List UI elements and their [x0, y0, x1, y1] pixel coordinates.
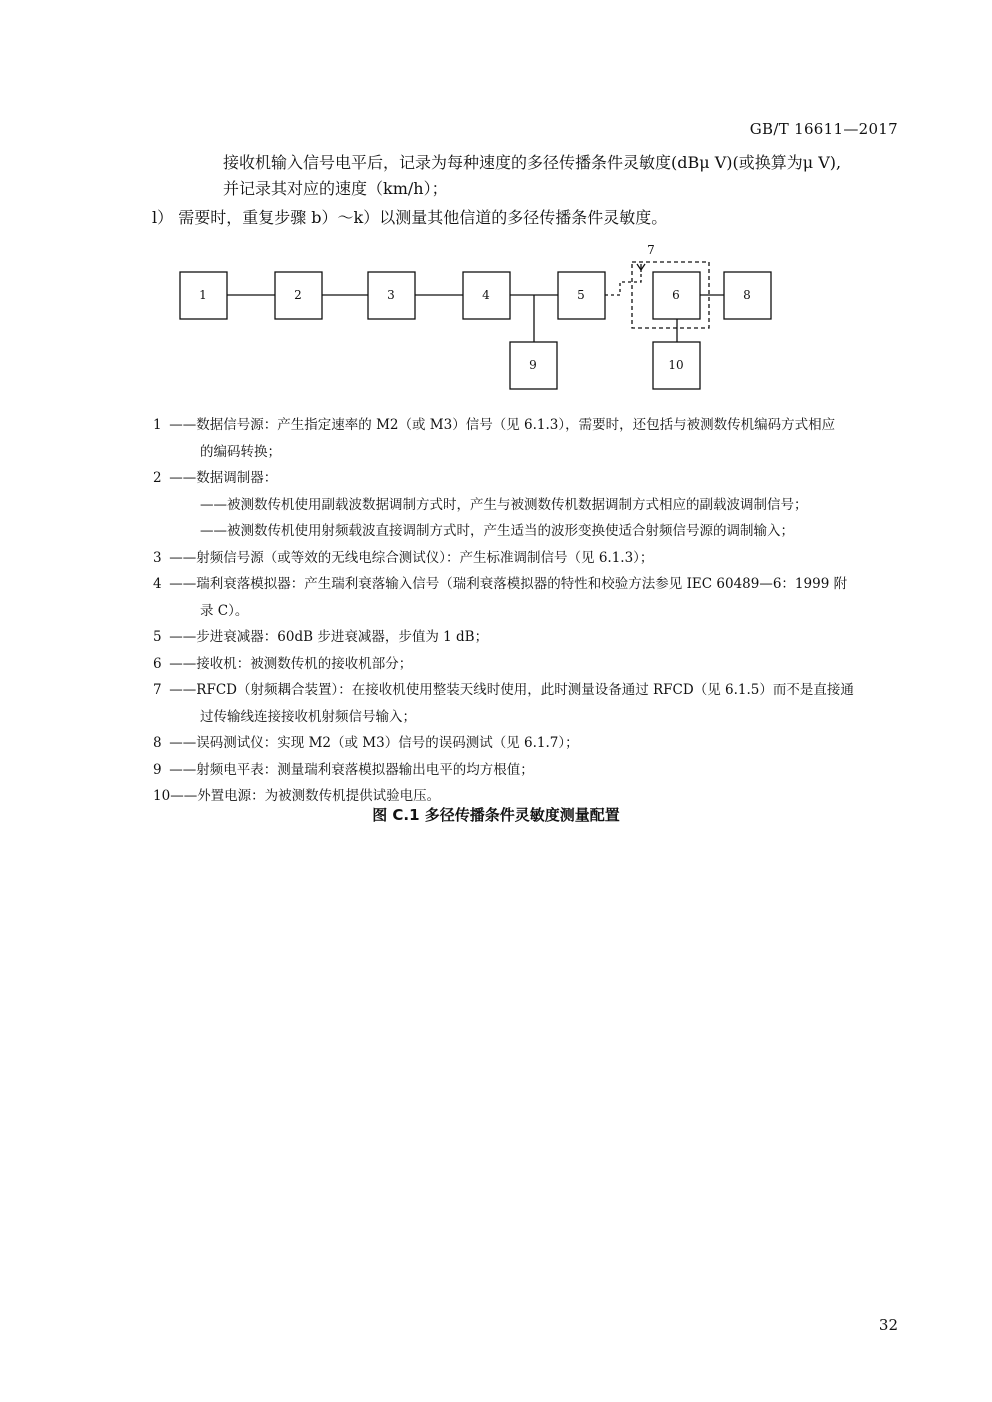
test-setup-diagram	[0, 0, 992, 400]
legend-item: 5 —— 步进衰减器：60dB 步进衰减器，步值为 1 dB；	[153, 629, 489, 645]
box-label-6: 6	[672, 288, 680, 302]
legend-item: 9 —— 射频电平表：测量瑞利衰落模拟器输出电平的均方根值；	[153, 761, 534, 778]
box-label-8: 8	[743, 288, 751, 302]
legend-subitem: ——被测数传机使用副载波数据调制方式时，产生与被测数传机数据调制方式相应的副载波调制信号；	[200, 496, 808, 513]
legend-item-continuation: 的编码转换；	[200, 443, 281, 460]
step-l: l） 需要时，重复步骤 b）～k）以测量其他信道的多径传播条件灵敏度。	[152, 208, 668, 227]
legend-item-continuation: 过传输线连接接收机射频信号输入；	[200, 708, 416, 725]
legend-item-continuation: 录 C）。	[200, 602, 249, 619]
box-label-10: 10	[668, 358, 684, 372]
box-label-1: 1	[199, 288, 207, 302]
intro-line-1: 接收机输入信号电平后，记录为每种速度的多径传播条件灵敏度(dBμ V)(或换算为μ V),	[223, 153, 842, 172]
legend-item: 7 —— RFCD（射频耦合装置）：在接收机使用整装天线时使用，此时测量设备通过 RFCD（见 6.1.5）而不是直接通	[153, 682, 854, 698]
standard-number: GB/T 16611—2017	[749, 120, 898, 138]
box-label-4: 4	[482, 288, 490, 302]
legend-item: 6 —— 接收机：被测数传机的接收机部分；	[153, 655, 413, 672]
legend-item: 3 —— 射频信号源（或等效的无线电综合测试仪）：产生标准调制信号（见 6.1.3）；	[153, 549, 654, 566]
legend-item: 2 —— 数据调制器：	[153, 470, 278, 486]
box-label-3: 3	[387, 288, 395, 302]
legend-item: 1 —— 数据信号源：产生指定速率的 M2（或 M3）信号（见 6.1.3），需要时，还包括与被测数传机编码方式相应	[153, 417, 836, 433]
legend-subitem: ——被测数传机使用射频载波直接调制方式时，产生适当的波形变换使适合射频信号源的调制输入；	[200, 523, 794, 539]
legend-item: 8 —— 误码测试仪：实现 M2（或 M3）信号的误码测试（见 6.1.7）；	[153, 735, 579, 751]
legend-item: 10 —— 外置电源：为被测数传机提供试验电压。	[153, 788, 441, 804]
box-label-9: 9	[529, 358, 537, 372]
rfcd-label: 7	[647, 243, 655, 257]
box-label-5: 5	[577, 288, 585, 302]
intro-line-2: 并记录其对应的速度（km/h）；	[223, 179, 448, 198]
figure-caption: 图 C.1 多径传播条件灵敏度测量配置	[372, 806, 620, 824]
box-label-2: 2	[294, 288, 302, 302]
page-number: 32	[878, 1316, 898, 1334]
legend	[153, 412, 901, 810]
legend-item: 4 —— 瑞利衰落模拟器：产生瑞利衰落输入信号（瑞利衰落模拟器的特性和校验方法参见 IEC 60489—6：1999 附	[153, 576, 848, 592]
